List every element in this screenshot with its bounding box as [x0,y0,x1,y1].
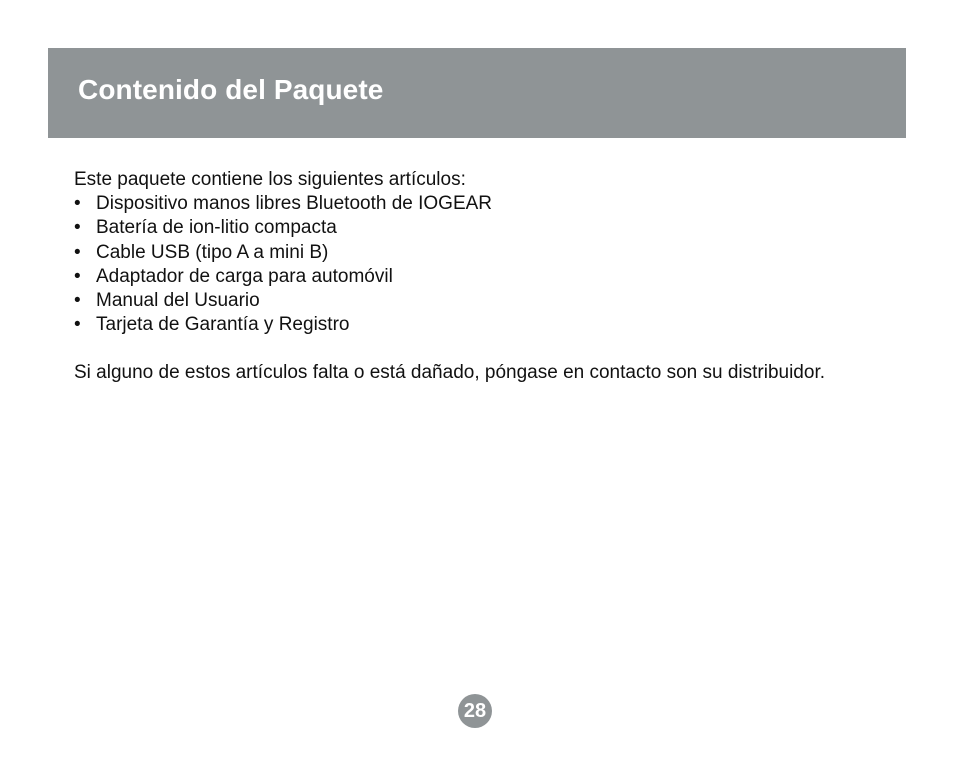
list-item-label: Dispositivo manos libres Bluetooth de IOGEAR [96,193,493,215]
list-item-label: Cable USB (tipo A a mini B) [96,241,329,263]
list-item [74,313,894,337]
missing-items-note: Si alguno de estos artículos falta o está dañado, póngase en contacto son su distribuidor. [74,362,826,384]
bullet-icon: • [74,217,81,239]
page-title: Contenido del Paquete [78,74,384,105]
list-item [74,265,894,289]
list-item [74,216,894,240]
content-section [74,168,894,386]
bullet-icon: • [74,290,81,312]
list-item-label: Manual del Usuario [96,290,260,312]
bullet-icon: • [74,241,81,263]
list-item [74,192,894,216]
package-items-list [74,192,894,337]
list-item-label: Adaptador de carga para automóvil [96,265,393,287]
bullet-icon: • [74,265,81,287]
list-item [74,289,894,313]
intro-text: Este paquete contiene los siguientes artículos: [74,169,466,190]
list-item-label: Batería de ion-litio compacta [96,217,337,239]
bullet-icon: • [74,193,81,215]
page-number-badge: 28 [458,694,492,728]
list-item [74,241,894,265]
list-item-label: Tarjeta de Garantía y Registro [96,314,350,336]
header-bar [48,48,906,138]
bullet-icon: • [74,314,81,336]
